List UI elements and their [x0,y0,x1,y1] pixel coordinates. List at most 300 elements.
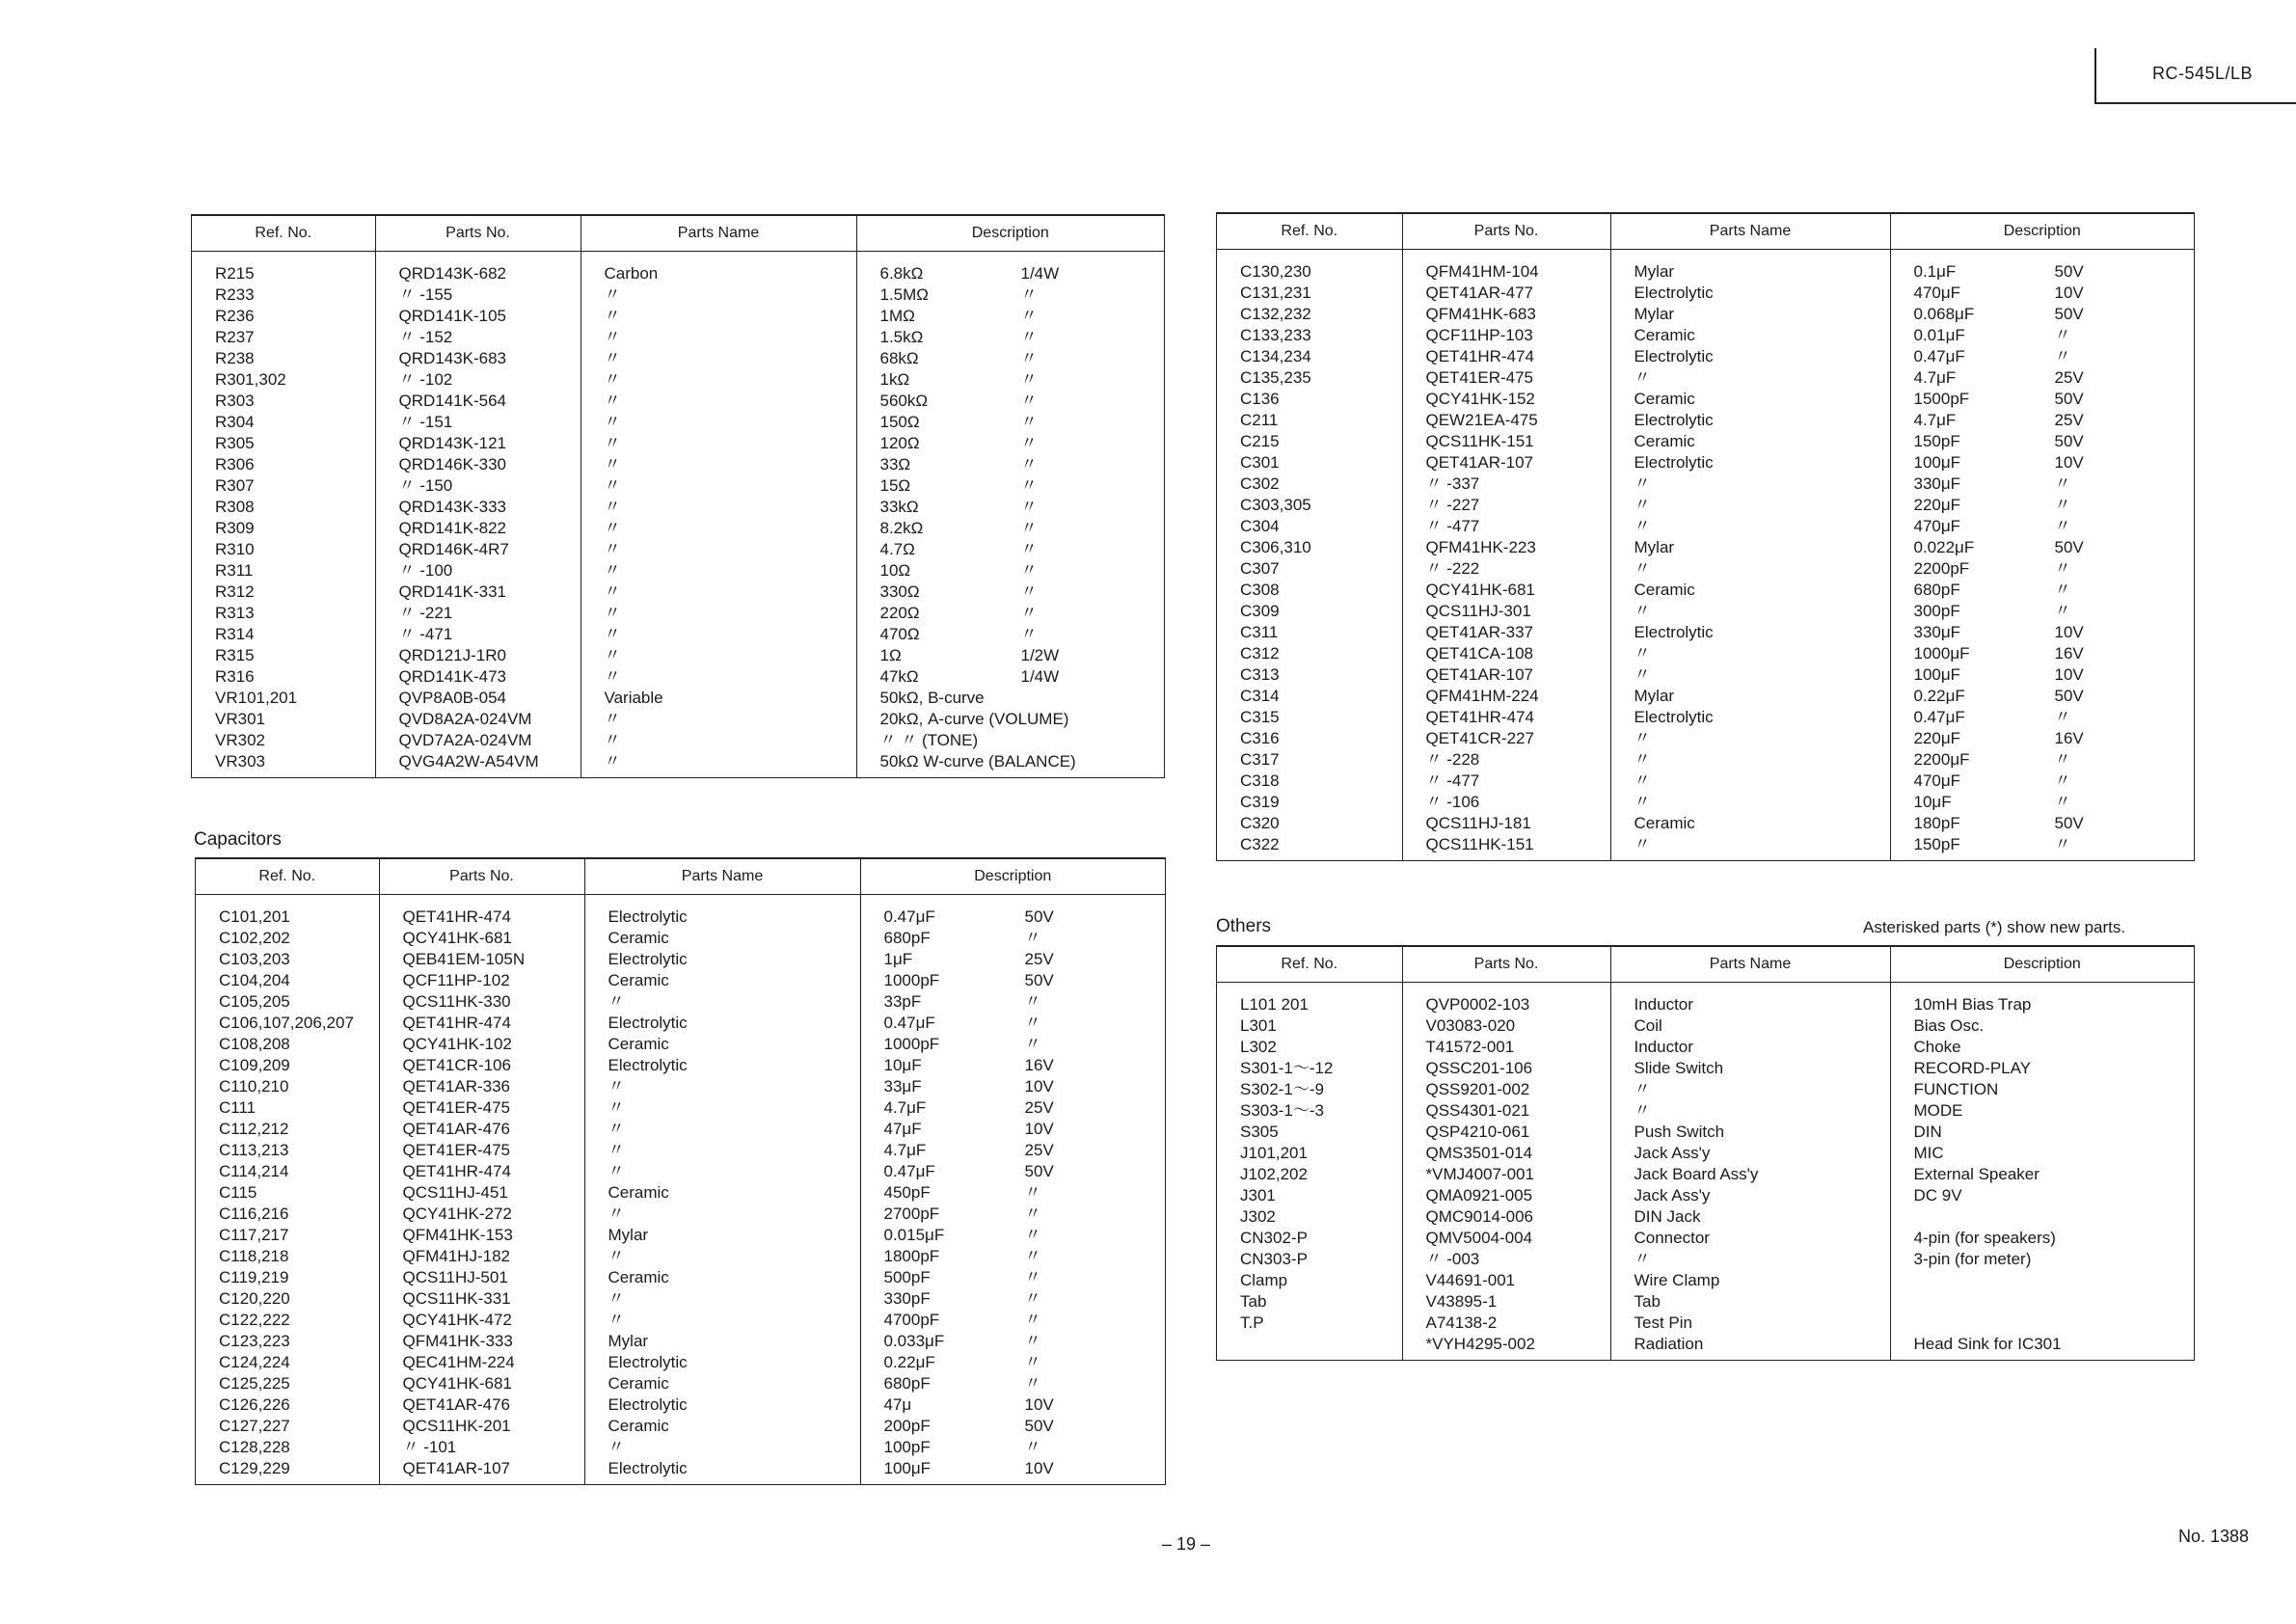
parts-no-cell: QCS11HJ-181 [1402,813,1610,834]
value-text: 0.47μF [1913,347,1965,365]
ref-no-cell: C119,219 [196,1267,379,1288]
parts-no-cell: QRD141K-564 [375,391,581,412]
description-cell [856,560,1164,582]
description-cell [856,709,1164,730]
parts-name-cell: 〃 [581,709,856,730]
table-row [1217,728,2194,749]
description-cell [1890,346,2194,367]
description-cell [860,1055,1165,1076]
value-text: 1Ω [879,646,902,664]
ref-no-cell: R313 [192,603,375,624]
value-text: 6.8kΩ [879,264,924,283]
rating-text: 〃 [1020,392,1038,410]
table-row [1217,1185,2194,1206]
parts-no-cell: QEW21EA-475 [1402,410,1610,431]
parts-no-cell: 〃 -003 [1402,1249,1610,1270]
parts-no-cell: QET41AR-107 [1402,452,1610,474]
ref-no-cell: C108,208 [196,1034,379,1055]
value-text: 68kΩ [879,349,919,367]
value-text: 100pF [883,1438,931,1456]
parts-name-cell: Wire Clamp [1610,1270,1890,1291]
value-text: 2700pF [883,1204,940,1223]
value-text: 8.2kΩ [879,519,924,537]
parts-name-cell: 〃 [584,991,860,1013]
rating-text: 〃 [2054,326,2071,344]
parts-no-cell: QET41HR-474 [1402,346,1610,367]
description-cell [856,412,1164,433]
ref-no-cell: R236 [192,306,375,327]
parts-no-cell: QRD143K-682 [375,252,581,285]
table-row [196,970,1165,991]
ref-no-cell: J302 [1217,1206,1402,1228]
parts-name-cell: 〃 [584,1246,860,1267]
parts-no-cell: QEB41EM-105N [379,949,584,970]
ref-no-cell: C120,220 [196,1288,379,1310]
rating-text: 50V [1024,907,1054,926]
parts-no-cell: QET41AR-336 [379,1076,584,1097]
value-text: 220μF [1913,496,1961,514]
description-cell [1890,250,2194,284]
value-text: 47μ [883,1395,912,1414]
description-cell [1890,304,2194,325]
table-row [1217,1164,2194,1185]
parts-no-cell: QRD121J-1R0 [375,645,581,666]
parts-name-cell: 〃 [1610,1100,1890,1122]
description-cell [1890,813,2194,834]
parts-no-cell: QCS11HK-201 [379,1416,584,1437]
parts-name-cell: 〃 [1610,558,1890,580]
description-cell [860,1097,1165,1119]
capacitors-title: Capacitors [194,829,282,850]
parts-name-cell: Ceramic [584,970,860,991]
parts-name-cell: 〃 [1610,728,1890,749]
ref-no-cell: J101,201 [1217,1143,1402,1164]
rating-text: 〃 [1024,1035,1041,1053]
description-cell [856,539,1164,560]
ref-no-cell: C315 [1217,707,1402,728]
description-cell [860,970,1165,991]
rating-text: 〃 [2054,750,2071,769]
table-row [192,539,1164,560]
description-cell [860,1204,1165,1225]
table-row [1217,749,2194,771]
description-cell [1890,1313,2194,1334]
table-row [1217,686,2194,707]
value-text: 20kΩ, A-curve (VOLUME) [879,710,1069,728]
ref-no-cell: R238 [192,348,375,369]
ref-no-cell: C110,210 [196,1076,379,1097]
parts-no-cell: V44691-001 [1402,1270,1610,1291]
parts-no-cell: QCY41HK-681 [379,928,584,949]
parts-name-cell: Electrolytic [584,949,860,970]
parts-no-cell: QFM41HK-153 [379,1225,584,1246]
description-cell: DC 9V [1913,1186,1962,1204]
ref-no-cell: R316 [192,666,375,688]
rating-text: 50V [1024,971,1054,989]
table-row [192,666,1164,688]
table-row [192,603,1164,624]
rating-text: 〃 [1020,561,1038,580]
parts-no-cell: QET41AR-476 [379,1394,584,1416]
parts-no-cell: QFM41HJ-182 [379,1246,584,1267]
ref-no-cell: R306 [192,454,375,475]
description-cell [856,666,1164,688]
value-text: 0.022μF [1913,538,1975,556]
table-row [196,1013,1165,1034]
parts-no-cell: QET41HR-474 [379,895,584,929]
table-row [1217,601,2194,622]
col-parts-no: Parts No. [1402,947,1610,983]
rating-text: 〃 [1020,328,1038,346]
parts-no-cell: 〃 -100 [375,560,581,582]
ref-no-cell: C105,205 [196,991,379,1013]
ref-no-cell: C303,305 [1217,495,1402,516]
value-text: 47kΩ [879,667,919,686]
ref-no-cell: C133,233 [1217,325,1402,346]
parts-name-cell: 〃 [1610,749,1890,771]
ref-no-cell: S305 [1217,1122,1402,1143]
value-text: 560kΩ [879,392,929,410]
table-row [1217,707,2194,728]
rating-text: 〃 [1024,1374,1041,1393]
parts-name-cell: Carbon [581,252,856,285]
value-text: 330μF [1913,474,1961,493]
description-cell [856,252,1164,285]
table-row [1217,664,2194,686]
table-row [1217,792,2194,813]
table-row [1217,250,2194,284]
description-cell [1890,643,2194,664]
description-cell [860,1246,1165,1267]
description-cell [856,306,1164,327]
parts-no-cell: 〃 -222 [1402,558,1610,580]
table-row [192,475,1164,497]
table-row [192,645,1164,666]
parts-no-cell: QRD141K-331 [375,582,581,603]
parts-no-cell: QET41ER-475 [379,1140,584,1161]
table-row [1217,346,2194,367]
rating-text: 1/4W [1020,264,1060,283]
parts-name-cell: Electrolytic [1610,410,1890,431]
parts-name-cell: 〃 [1610,664,1890,686]
description-cell [860,1310,1165,1331]
description-cell [860,1331,1165,1352]
parts-no-cell: QCY41HK-152 [1402,389,1610,410]
description-cell [860,1076,1165,1097]
description-cell [856,454,1164,475]
value-text: 4.7μF [883,1098,927,1117]
table-row [1217,580,2194,601]
table-row [196,1076,1165,1097]
parts-name-cell: Coil [1610,1015,1890,1037]
parts-no-cell: QSS9201-002 [1402,1079,1610,1100]
table-row [1217,325,2194,346]
description-cell [860,1437,1165,1458]
parts-no-cell: *VYH4295-002 [1402,1334,1610,1360]
rating-text: 25V [1024,1141,1054,1159]
rating-text: 10V [2054,453,2084,472]
rating-text: 〃 [1020,498,1038,516]
ref-no-cell: C306,310 [1217,537,1402,558]
description-cell: 4-pin (for speakers) [1913,1229,2056,1247]
parts-name-cell: Ceramic [584,1416,860,1437]
table-row [192,497,1164,518]
parts-name-cell: 〃 [584,1437,860,1458]
ref-no-cell: C113,213 [196,1140,379,1161]
ref-no-cell: C109,209 [196,1055,379,1076]
description-cell [1890,558,2194,580]
parts-name-cell: Mylar [1610,304,1890,325]
value-text: 330Ω [879,582,920,601]
parts-no-cell: QCY41HK-272 [379,1204,584,1225]
parts-no-cell: 〃 -337 [1402,474,1610,495]
rating-text: 50V [2054,305,2084,323]
description-cell [860,1140,1165,1161]
parts-name-cell: Electrolytic [584,1458,860,1484]
ref-no-cell: R303 [192,391,375,412]
ref-no-cell: C130,230 [1217,250,1402,284]
ref-no-cell: C131,231 [1217,283,1402,304]
value-text: 1000μF [1913,644,1970,663]
parts-name-cell: 〃 [581,454,856,475]
value-text: 1000pF [883,971,940,989]
value-text: 450pF [883,1183,931,1202]
ref-no-cell: C211 [1217,410,1402,431]
ref-no-cell: C134,234 [1217,346,1402,367]
table-row [1217,474,2194,495]
parts-name-cell: Ceramic [1610,389,1890,410]
parts-name-cell: Electrolytic [584,895,860,929]
value-text: 33kΩ [879,498,919,516]
ref-no-cell: C118,218 [196,1246,379,1267]
parts-name-cell: Connector [1610,1228,1890,1249]
rating-text: 10V [1024,1120,1054,1138]
parts-no-cell: QET41CR-227 [1402,728,1610,749]
ref-no-cell: C319 [1217,792,1402,813]
parts-name-cell: Mylar [1610,537,1890,558]
value-text: 0.22μF [1913,687,1965,705]
description-cell [860,895,1165,929]
table-row [1217,1291,2194,1313]
ref-no-cell: C103,203 [196,949,379,970]
value-text: 0.01μF [1913,326,1965,344]
parts-name-cell: Electrolytic [1610,707,1890,728]
parts-name-cell: Ceramic [1610,813,1890,834]
parts-name-cell: Ceramic [584,928,860,949]
description-cell: Choke [1913,1038,1961,1056]
parts-no-cell: 〃 -106 [1402,792,1610,813]
parts-name-cell: 〃 [581,518,856,539]
value-text: 470Ω [879,625,920,643]
description-cell [1890,771,2194,792]
parts-name-cell: Mylar [584,1225,860,1246]
ref-no-cell: C116,216 [196,1204,379,1225]
parts-no-cell: QET41ER-475 [1402,367,1610,389]
description-cell [856,327,1164,348]
ref-no-cell: C302 [1217,474,1402,495]
table-row [1217,537,2194,558]
table-row [196,895,1165,929]
table-row [196,1394,1165,1416]
parts-no-cell: A74138-2 [1402,1313,1610,1334]
description-cell: 10mH Bias Trap [1913,995,2032,1014]
col-parts-name: Parts Name [1610,214,1890,250]
parts-no-cell: V43895-1 [1402,1291,1610,1313]
description-cell: RECORD-PLAY [1913,1059,2032,1077]
parts-no-cell: 〃 -151 [375,412,581,433]
parts-name-cell: 〃 [581,475,856,497]
ref-no-cell: R315 [192,645,375,666]
table-row [192,688,1164,709]
table-row [192,284,1164,306]
table-row [192,252,1164,285]
table-row [1217,834,2194,860]
ref-no-cell: R304 [192,412,375,433]
description-cell [860,1288,1165,1310]
value-text: 100μF [883,1459,932,1477]
parts-no-cell: QEC41HM-224 [379,1352,584,1373]
parts-no-cell: QCS11HK-331 [379,1288,584,1310]
table-row [1217,771,2194,792]
ref-no-cell: J301 [1217,1185,1402,1206]
parts-name-cell: 〃 [581,730,856,751]
parts-no-cell: 〃 -155 [375,284,581,306]
description-cell [1890,325,2194,346]
rating-text: 〃 [1020,307,1038,325]
value-text: 680pF [1913,581,1960,599]
description-cell: DIN [1913,1123,1942,1141]
value-text: 1000pF [883,1035,940,1053]
ref-no-cell: S302-1〜-9 [1217,1079,1402,1100]
parts-no-cell: QRD141K-105 [375,306,581,327]
table-row [1217,410,2194,431]
parts-no-cell: QRD143K-333 [375,497,581,518]
rating-text: 25V [1024,1098,1054,1117]
description-cell [856,391,1164,412]
table-row [192,412,1164,433]
description-cell: FUNCTION [1913,1080,1999,1098]
table-row [1217,1122,2194,1143]
parts-name-cell: Mylar [1610,686,1890,707]
rating-text: 〃 [1024,1183,1041,1202]
value-text: 470μF [1913,771,1961,790]
table-row [192,582,1164,603]
ref-no-cell: C304 [1217,516,1402,537]
parts-no-cell: QET41CR-106 [379,1055,584,1076]
parts-no-cell: QCS11HJ-451 [379,1182,584,1204]
ref-no-cell: C128,228 [196,1437,379,1458]
description-cell [860,1416,1165,1437]
rating-text: 〃 [1020,455,1038,474]
description-cell [1890,664,2194,686]
rating-text: 50V [2054,432,2084,450]
parts-no-cell: QCY41HK-102 [379,1034,584,1055]
rating-text: 〃 [1020,349,1038,367]
parts-name-cell: Jack Ass'y [1610,1185,1890,1206]
rating-text: 〃 [1020,540,1038,558]
parts-name-cell: Jack Board Ass'y [1610,1164,1890,1185]
description-cell [860,991,1165,1013]
value-text: 10μF [883,1056,922,1074]
description-cell [856,348,1164,369]
parts-no-cell: QSSC201-106 [1402,1058,1610,1079]
parts-no-cell: QFM41HK-683 [1402,304,1610,325]
value-text: 1800pF [883,1247,940,1265]
ref-no-cell: R312 [192,582,375,603]
parts-name-cell: Electrolytic [584,1013,860,1034]
ref-no-cell: T.P [1217,1313,1402,1334]
table-row [196,1182,1165,1204]
table-row [1217,1228,2194,1249]
parts-no-cell: QET41AR-337 [1402,622,1610,643]
table-row [196,928,1165,949]
ref-no-cell: R314 [192,624,375,645]
document-number: No. 1388 [2178,1527,2250,1546]
col-parts-name: Parts Name [584,859,860,895]
ref-no-cell [1217,1334,1402,1360]
parts-no-cell: QET41AR-476 [379,1119,584,1140]
table-row [192,454,1164,475]
value-text: 1.5kΩ [879,328,924,346]
ref-no-cell: L302 [1217,1037,1402,1058]
rating-text: 〃 [1024,1226,1041,1244]
ref-no-cell: C311 [1217,622,1402,643]
description-cell [1890,389,2194,410]
value-text: 4.7μF [1913,368,1957,387]
value-text: 220Ω [879,604,920,622]
rating-text: 50V [1024,1417,1054,1435]
description-cell [1890,495,2194,516]
parts-no-cell: QMS3501-014 [1402,1143,1610,1164]
parts-name-cell: Ceramic [1610,580,1890,601]
parts-name-cell: 〃 [581,412,856,433]
description-cell [1890,537,2194,558]
value-text: 330μF [1913,623,1961,641]
table-row [1217,558,2194,580]
description-cell [860,1013,1165,1034]
rating-text: 25V [2054,411,2084,429]
model-number: RC-545L/LB [2152,64,2254,83]
rating-text: 25V [1024,950,1054,968]
table-row [1217,1334,2194,1360]
parts-no-cell: 〃 -471 [375,624,581,645]
value-text: 330pF [883,1289,931,1308]
ref-no-cell: C104,204 [196,970,379,991]
ref-no-cell: R301,302 [192,369,375,391]
parts-name-cell: 〃 [584,1310,860,1331]
value-text: 50kΩ, B-curve [879,689,985,707]
parts-no-cell: 〃 -228 [1402,749,1610,771]
ref-no-cell: C314 [1217,686,1402,707]
value-text: 1.5MΩ [879,285,930,304]
ref-no-cell: C313 [1217,664,1402,686]
value-text: 100μF [1913,665,1961,684]
ref-no-cell: C124,224 [196,1352,379,1373]
parts-name-cell: 〃 [581,751,856,777]
table-row [1217,1100,2194,1122]
parts-no-cell: QCY41HK-681 [1402,580,1610,601]
description-cell [856,730,1164,751]
rating-text: 〃 [2054,793,2071,811]
table-row [196,1204,1165,1225]
parts-no-cell: 〃 -102 [375,369,581,391]
value-text: 47μF [883,1120,922,1138]
ref-no-cell: C123,223 [196,1331,379,1352]
parts-name-cell: Ceramic [584,1034,860,1055]
parts-name-cell: DIN Jack [1610,1206,1890,1228]
parts-name-cell: Electrolytic [584,1394,860,1416]
parts-name-cell: 〃 [1610,474,1890,495]
